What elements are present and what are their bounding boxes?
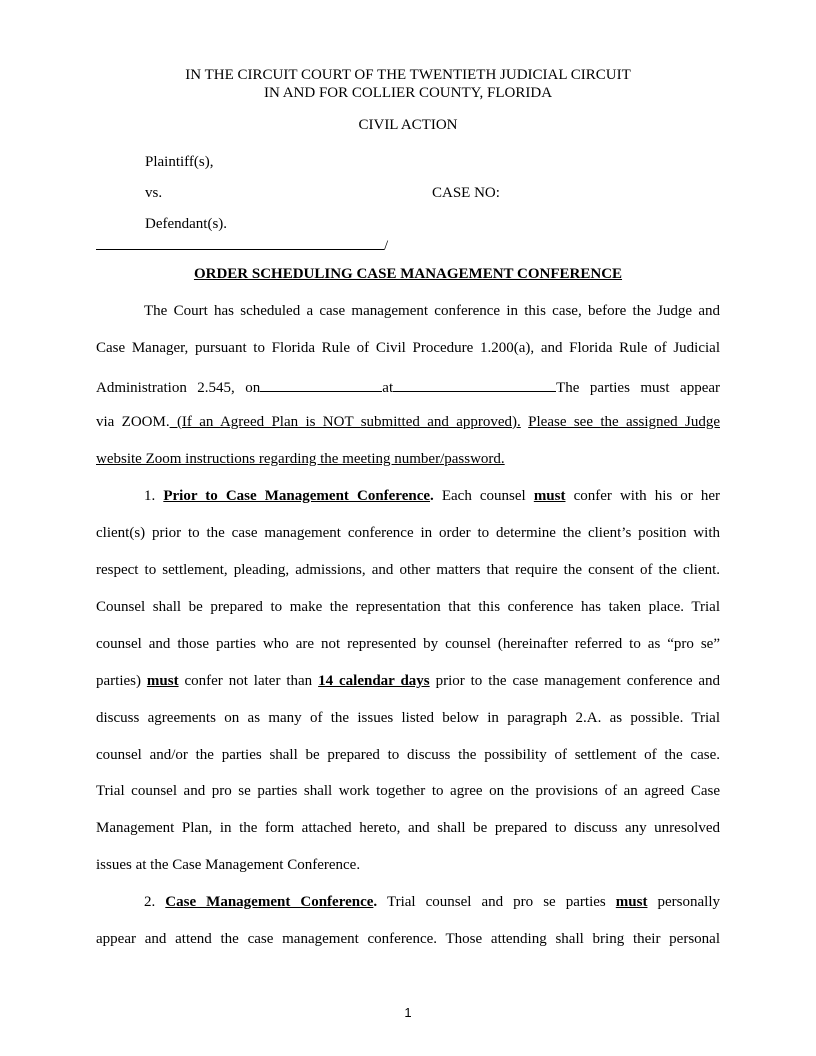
- section-1-line-3: respect to settlement, pleading, admissions, and other matters that require the consent of the client.: [96, 562, 720, 578]
- section-1-line-6-a: parties): [96, 673, 141, 689]
- date-blank[interactable]: [260, 377, 382, 392]
- intro-line-3: [96, 377, 720, 397]
- page-number: 1: [404, 1005, 412, 1020]
- section-1-heading: Prior to Case Management Conference: [163, 488, 431, 504]
- judge-website-note: Please see the assigned Judge: [528, 414, 720, 430]
- section-1-line-11: issues at the Case Management Conference.: [96, 857, 361, 873]
- court-name-line-1: IN THE CIRCUIT COURT OF THE TWENTIETH JUDICIAL CIRCUIT: [185, 67, 631, 83]
- section-1-number: 1.: [144, 488, 156, 504]
- caption-slash: /: [384, 238, 389, 254]
- plaintiff-label: Plaintiff(s),: [145, 154, 214, 170]
- section-1-must: must: [533, 488, 566, 504]
- section-1-line-6: [96, 673, 720, 690]
- section-1-line-5: counsel and those parties who are not represented by counsel (hereinafter referred to as “pro se”: [96, 636, 720, 652]
- intro-line-4: [96, 414, 720, 431]
- section-1-line-6-b: confer not later than: [184, 673, 313, 689]
- section-1-line-1-a: Each counsel: [441, 488, 526, 504]
- section-2-heading: Case Management Conference: [165, 894, 374, 910]
- vs-label: vs.: [145, 185, 163, 201]
- intro-line-3-c: The parties must appear: [556, 380, 721, 396]
- section-1-line-7: discuss agreements on as many of the issues listed below in paragraph 2.A. as possible. Trial: [96, 710, 720, 726]
- intro-line-5: website Zoom instructions regarding the meeting number/password.: [96, 451, 505, 467]
- agreed-plan-note: (If an Agreed Plan is NOT submitted and approved).: [169, 414, 521, 430]
- intro-line-4-a: via ZOOM.: [96, 414, 170, 430]
- section-1-line-9: Trial counsel and pro se parties shall work together to agree on the provisions of an agreed Case: [96, 783, 720, 799]
- case-number-label: CASE NO:: [432, 185, 500, 201]
- section-2-heading-period: .: [373, 894, 378, 910]
- section-1-line-10: Management Plan, in the form attached hereto, and shall be prepared to discuss any unresolved: [96, 820, 720, 836]
- intro-line-3-b: at: [382, 380, 394, 396]
- section-2-line-1-b: personally: [657, 894, 720, 910]
- order-title: ORDER SCHEDULING CASE MANAGEMENT CONFERENCE: [193, 266, 623, 282]
- section-1-line-6-c: prior to the case management conference and: [435, 673, 721, 689]
- section-2-must: must: [615, 894, 648, 910]
- section-2-number: 2.: [144, 894, 156, 910]
- defendant-label: Defendant(s).: [145, 216, 228, 232]
- section-1-line-8: counsel and/or the parties shall be prepared to discuss the possibility of settlement of the case.: [96, 747, 720, 763]
- section-1-heading-period: .: [430, 488, 434, 504]
- court-name-line-2: IN AND FOR COLLIER COUNTY, FLORIDA: [263, 85, 553, 101]
- civil-action-label: CIVIL ACTION: [358, 117, 458, 133]
- calendar-days-deadline: 14 calendar days: [318, 673, 430, 689]
- section-1-must-2: must: [146, 673, 179, 689]
- section-2-line-1-a: Trial counsel and pro se parties: [386, 894, 606, 910]
- time-blank[interactable]: [393, 377, 556, 392]
- section-1-line-2: client(s) prior to the case management conference in order to determine the client’s position with: [96, 525, 720, 541]
- intro-line-2: Case Manager, pursuant to Florida Rule of Civil Procedure 1.200(a), and Florida Rule of Judicial: [96, 340, 720, 356]
- intro-line-1: The Court has scheduled a case management conference in this case, before the Judge and: [144, 303, 720, 319]
- section-1-line-1-b: confer with his or her: [573, 488, 720, 504]
- section-2-line-2: appear and attend the case management conference. Those attending shall bring their personal: [96, 931, 720, 947]
- intro-line-3-a: Administration 2.545, on: [96, 380, 261, 396]
- caption-rule: [96, 233, 388, 255]
- section-1-line-1: [144, 488, 720, 505]
- section-2-line-1: [144, 894, 720, 911]
- section-1-line-4: Counsel shall be prepared to make the representation that this conference has taken place. Trial: [96, 599, 720, 615]
